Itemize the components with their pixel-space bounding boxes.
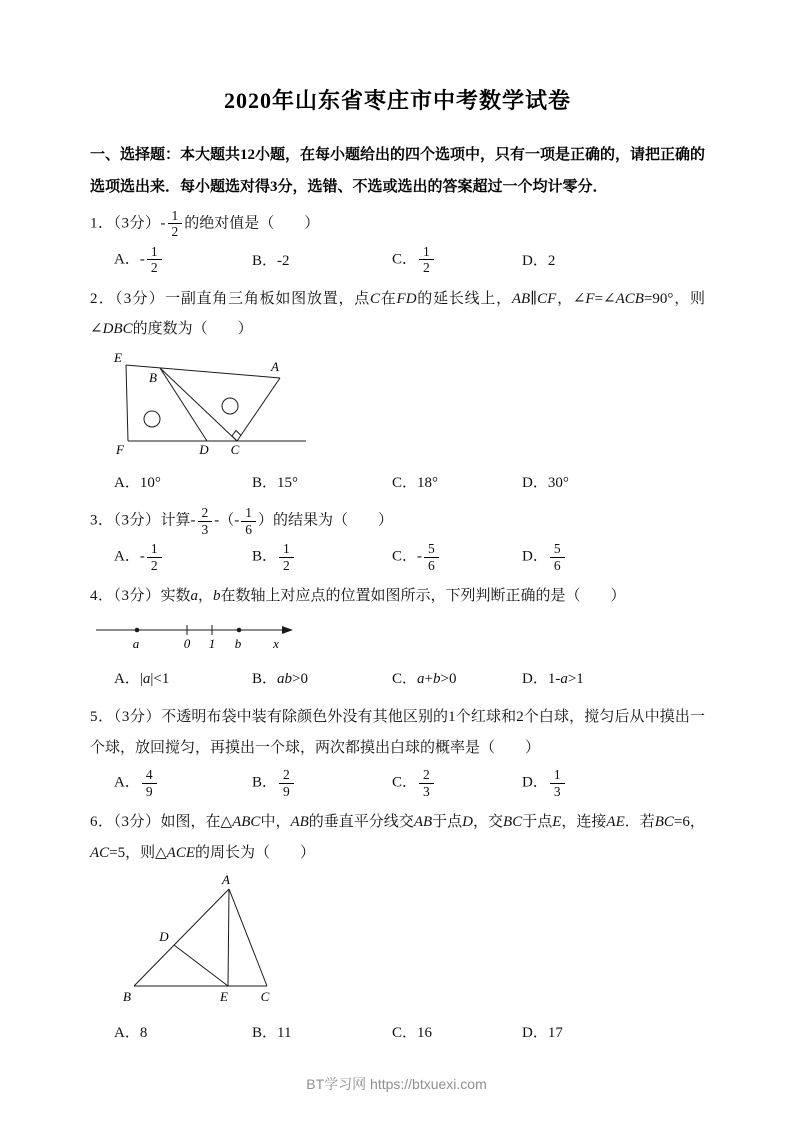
svg-text:E: E	[114, 350, 122, 366]
option-label: A．	[114, 1025, 140, 1042]
fraction-numerator: 1	[241, 505, 256, 522]
option-label: C．	[392, 774, 418, 791]
fraction	[198, 505, 213, 537]
svg-text:1: 1	[208, 635, 216, 651]
option-c: C．18°	[392, 474, 439, 491]
svg-text:B: B	[149, 370, 157, 386]
question-body: 2．（3分）一副直角三角板如图放置，点C在FD的延长线上，AB∥CF，∠F=∠ACB=90°，则∠DBC的度数为（ ）	[90, 290, 705, 338]
questions-container	[90, 208, 705, 1049]
option-a: A．10°	[114, 474, 161, 491]
fraction-denominator: 2	[150, 260, 158, 276]
question-body: 4．（3分）实数a，b在数轴上对应点的位置如图所示，下列判断正确的是（ ）	[90, 588, 626, 605]
fraction-denominator: 2	[423, 260, 430, 276]
math-variable: b	[432, 671, 441, 688]
option-label: B．	[252, 774, 278, 791]
svg-text:0: 0	[183, 635, 191, 651]
option-label: A．	[114, 774, 140, 791]
svg-text:x: x	[273, 635, 279, 651]
option-label: A．	[114, 548, 140, 565]
option-label: C．	[392, 548, 418, 565]
fraction-denominator: 6	[245, 521, 253, 537]
math-variable: BC	[654, 814, 674, 831]
option-label: D．	[522, 253, 548, 270]
svg-text:A: A	[271, 359, 279, 375]
svg-text:C: C	[260, 988, 270, 1004]
fraction-numerator: 1	[419, 244, 434, 261]
fraction-denominator: 2	[171, 224, 179, 240]
math-variable: a	[417, 671, 425, 688]
question-6	[90, 807, 705, 1049]
options-row	[90, 1015, 705, 1049]
question-1	[90, 208, 705, 277]
option-c	[392, 767, 522, 799]
question-body: 3．（3分）计算- $\frac{2}{3}$ -（- $\frac{1}{6}$ ）的结果为（ ）	[90, 505, 394, 537]
option-b: B．-2	[252, 253, 290, 270]
question-3	[90, 505, 705, 574]
question-number: 4．（3分）	[90, 588, 161, 605]
fraction	[168, 208, 183, 240]
fraction	[147, 541, 162, 573]
question-number: 3．（3分）	[90, 512, 161, 529]
math-variable: AC	[90, 845, 110, 862]
math-variable: a	[142, 671, 151, 688]
option-c: C．a+b>0	[392, 671, 457, 688]
question-number: 5．（3分）	[90, 708, 162, 725]
figure-triangle-abc	[114, 873, 294, 1007]
question-4	[90, 581, 705, 695]
math-variable: CF	[537, 290, 557, 307]
fraction-denominator: 6	[428, 557, 435, 573]
options-row	[90, 243, 705, 277]
svg-text:C: C	[230, 442, 240, 457]
option-b: B．ab>0	[252, 671, 308, 688]
option-d: D．1-a>1	[522, 671, 584, 688]
fraction-numerator: 2	[198, 505, 213, 522]
svg-text:B: B	[123, 988, 131, 1004]
fraction	[424, 541, 439, 573]
fraction	[147, 244, 162, 276]
math-variable: ab	[277, 671, 293, 688]
option-a	[114, 767, 252, 799]
option-d	[522, 767, 705, 799]
fraction-numerator: 1	[147, 244, 162, 261]
option-label: B．	[252, 253, 278, 270]
footer-text: BT学习网 https://btxuexi.com	[306, 1076, 487, 1092]
option-b	[252, 767, 392, 799]
option-label: C．	[392, 250, 418, 267]
option-label: C．	[392, 474, 418, 491]
option-label: D．	[522, 1025, 548, 1042]
svg-text:A: A	[222, 872, 230, 887]
option-label: A．	[114, 250, 140, 267]
option-label: A．	[114, 474, 140, 491]
svg-text:D: D	[159, 928, 169, 944]
svg-text:b: b	[234, 635, 242, 651]
footer-watermark	[0, 1074, 793, 1094]
question-number: 2．（3分）	[90, 290, 166, 307]
svg-text:E: E	[220, 988, 228, 1004]
option-b: B．15°	[252, 474, 299, 491]
fraction	[279, 541, 294, 573]
option-b: B．11	[252, 1025, 292, 1042]
figure-triangle-rulers	[108, 349, 313, 456]
options-row	[90, 464, 705, 498]
svg-text:D: D	[199, 442, 209, 457]
fraction-denominator: 9	[145, 783, 153, 799]
fraction-denominator: 3	[423, 783, 430, 799]
fraction-numerator: 2	[419, 767, 434, 784]
math-variable: a	[190, 588, 199, 605]
question-5	[90, 702, 705, 801]
fraction	[279, 767, 294, 799]
math-variable: ABC	[232, 814, 261, 831]
fraction-numerator: 5	[550, 541, 565, 558]
math-variable: AB	[413, 814, 433, 831]
option-d: D．30°	[522, 474, 569, 491]
fraction-numerator: 2	[279, 767, 294, 784]
math-variable: D	[462, 814, 474, 831]
figure-number-line	[92, 616, 304, 653]
option-label: B．	[252, 671, 278, 688]
fraction	[142, 767, 157, 799]
option-c: C．- $\frac{5}{6}$	[392, 541, 522, 573]
section-one-header: 一、选择题：本大题共12小题，在每小题给出的四个选项中，只有一项是正确的，请把正确的选项选出来．每小题选对得3分，选错、不选或选出的答案超过一个均计零分．	[90, 147, 706, 196]
option-label: D．	[522, 474, 548, 491]
math-variable: DBC	[102, 321, 133, 338]
option-label: D．	[522, 671, 548, 688]
option-c	[392, 244, 522, 276]
math-variable: AE	[606, 814, 625, 831]
option-b	[252, 541, 392, 573]
option-a: A．8	[114, 1025, 148, 1042]
math-variable: E	[552, 814, 562, 831]
fraction-numerator: 1	[168, 208, 183, 225]
option-label: D．	[522, 774, 548, 791]
option-label: A．	[114, 671, 140, 688]
math-variable: ACE	[166, 845, 196, 862]
fraction-numerator: 1	[550, 767, 565, 784]
fraction-denominator: 3	[553, 783, 561, 799]
fraction	[550, 541, 565, 573]
fraction	[419, 767, 434, 799]
options-row	[90, 766, 705, 800]
math-variable: b	[213, 588, 221, 605]
fraction-denominator: 2	[283, 557, 290, 573]
option-label: C．	[392, 1025, 418, 1042]
option-a: A．- $\frac{1}{2}$	[114, 244, 252, 276]
option-label: B．	[252, 548, 278, 565]
fraction-denominator: 3	[201, 521, 209, 537]
fraction-denominator: 9	[283, 783, 290, 799]
options-row	[90, 540, 705, 574]
math-variable: BC	[503, 814, 523, 831]
math-variable: a	[560, 671, 568, 688]
fraction-denominator: 2	[150, 557, 158, 573]
question-number: 1．（3分）	[90, 214, 161, 231]
svg-text:F: F	[116, 442, 124, 457]
question-body: 6．（3分）如图，在△ABC中，AB的垂直平分线交AB于点D，交BC于点E，连接AE．若BC=6，AC=5，则△ACE的周长为（ ）	[90, 814, 705, 862]
question-figure	[92, 616, 705, 658]
option-label: D．	[522, 548, 548, 565]
option-c: C．16	[392, 1025, 433, 1042]
fraction-numerator: 5	[424, 541, 439, 558]
option-a: A．|a|<1	[114, 671, 170, 688]
svg-text:a: a	[132, 635, 140, 651]
fraction-denominator: 6	[553, 557, 561, 573]
math-variable: ACB	[615, 290, 644, 307]
math-variable: F	[585, 290, 595, 307]
fraction	[550, 767, 565, 799]
fraction	[241, 505, 256, 537]
fraction	[419, 244, 434, 276]
options-row	[90, 661, 705, 695]
question-body: 5．（3分）不透明布袋中装有除颜色外没有其他区别的1个红球和2个白球，搅匀后从中摸出一个球，放回搅匀，再摸出一个球，两次都摸出白球的概率是（ ）	[90, 708, 705, 756]
math-variable: AB	[511, 290, 531, 307]
question-number: 6．（3分）	[90, 814, 161, 831]
page-title: 2020年山东省枣庄市中考数学试卷	[223, 88, 571, 113]
math-variable: FD	[396, 290, 417, 307]
fraction-numerator: 1	[279, 541, 294, 558]
option-d: D．2	[522, 253, 556, 270]
option-a: A．- $\frac{1}{2}$	[114, 541, 252, 573]
option-label: B．	[252, 474, 278, 491]
fraction-numerator: 1	[147, 541, 162, 558]
option-d: D．17	[522, 1025, 563, 1042]
question-figure	[108, 349, 705, 461]
math-variable: C	[370, 290, 381, 307]
option-d	[522, 541, 705, 573]
math-variable: AB	[290, 814, 309, 831]
fraction-numerator: 4	[142, 767, 157, 784]
question-figure	[114, 873, 705, 1012]
question-body: 1．（3分）- $\frac{1}{2}$ 的绝对值是（ ）	[90, 207, 320, 240]
question-2	[90, 284, 705, 499]
option-label: B．	[252, 1025, 278, 1042]
option-label: C．	[392, 671, 418, 688]
